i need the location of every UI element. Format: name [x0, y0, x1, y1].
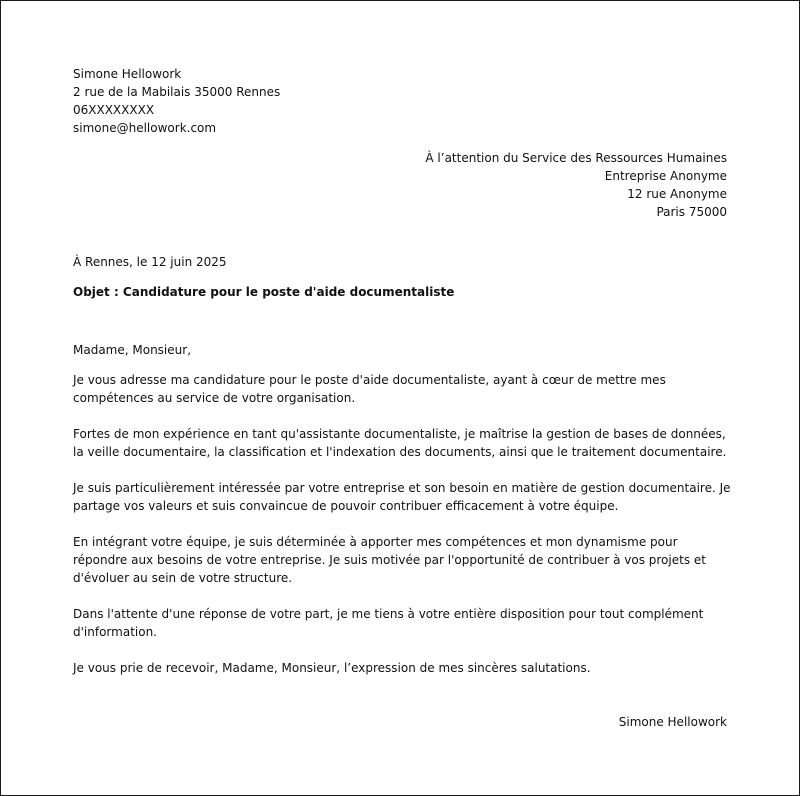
recipient-city: Paris 75000 — [656, 205, 727, 219]
signature: Simone Hellowork — [618, 715, 727, 729]
sender-name: Simone Hellowork — [73, 67, 182, 81]
body-paragraph: Dans l'attente d'une réponse de votre part, je me tiens à votre entière disposition pour tout complément d'information. — [73, 607, 704, 639]
sender-block — [73, 65, 280, 137]
body-paragraph: Fortes de mon expérience en tant qu'assistante documentaliste, je maîtrise la gestion de bases de données, la veille documentaire, la classification et l'indexation des documents, ainsi que le traitement documentaire. — [73, 427, 727, 459]
body-paragraph: Je suis particulièrement intéressée par votre entreprise et son besoin en matière de gestion documentaire. Je partage vos valeurs et suis convaincue de pouvoir contribuer efficacement à votre équipe. — [73, 481, 731, 513]
recipient-street: 12 rue Anonyme — [627, 187, 727, 201]
recipient-attention: À l’attention du Service des Ressources Humaines — [425, 151, 727, 165]
sender-address: 2 rue de la Mabilais 35000 Rennes — [73, 85, 281, 99]
letter-body — [73, 341, 735, 695]
recipient-block — [425, 149, 727, 221]
recipient-company: Entreprise Anonyme — [604, 169, 727, 183]
body-paragraph: Je vous adresse ma candidature pour le poste d'aide documentaliste, ayant à cœur de mettre mes compétences au service de votre organisation. — [73, 373, 666, 405]
closing-paragraph: Je vous prie de recevoir, Madame, Monsieur, l’expression de mes sincères salutations. — [73, 661, 591, 675]
date-line: À Rennes, le 12 juin 2025 — [73, 255, 227, 269]
sender-phone: 06XXXXXXXX — [73, 103, 155, 117]
sender-email: simone@hellowork.com — [73, 121, 217, 135]
subject-line: Objet : Candidature pour le poste d'aide documentaliste — [73, 285, 455, 299]
body-paragraph: En intégrant votre équipe, je suis déterminée à apporter mes compétences et mon dynamisme pour répondre aux besoins de votre entreprise. Je suis motivée par l'opportunité de contribuer à vos projets et d'évoluer au sein de votre structure. — [73, 535, 706, 585]
greeting: Madame, Monsieur, — [73, 343, 192, 357]
